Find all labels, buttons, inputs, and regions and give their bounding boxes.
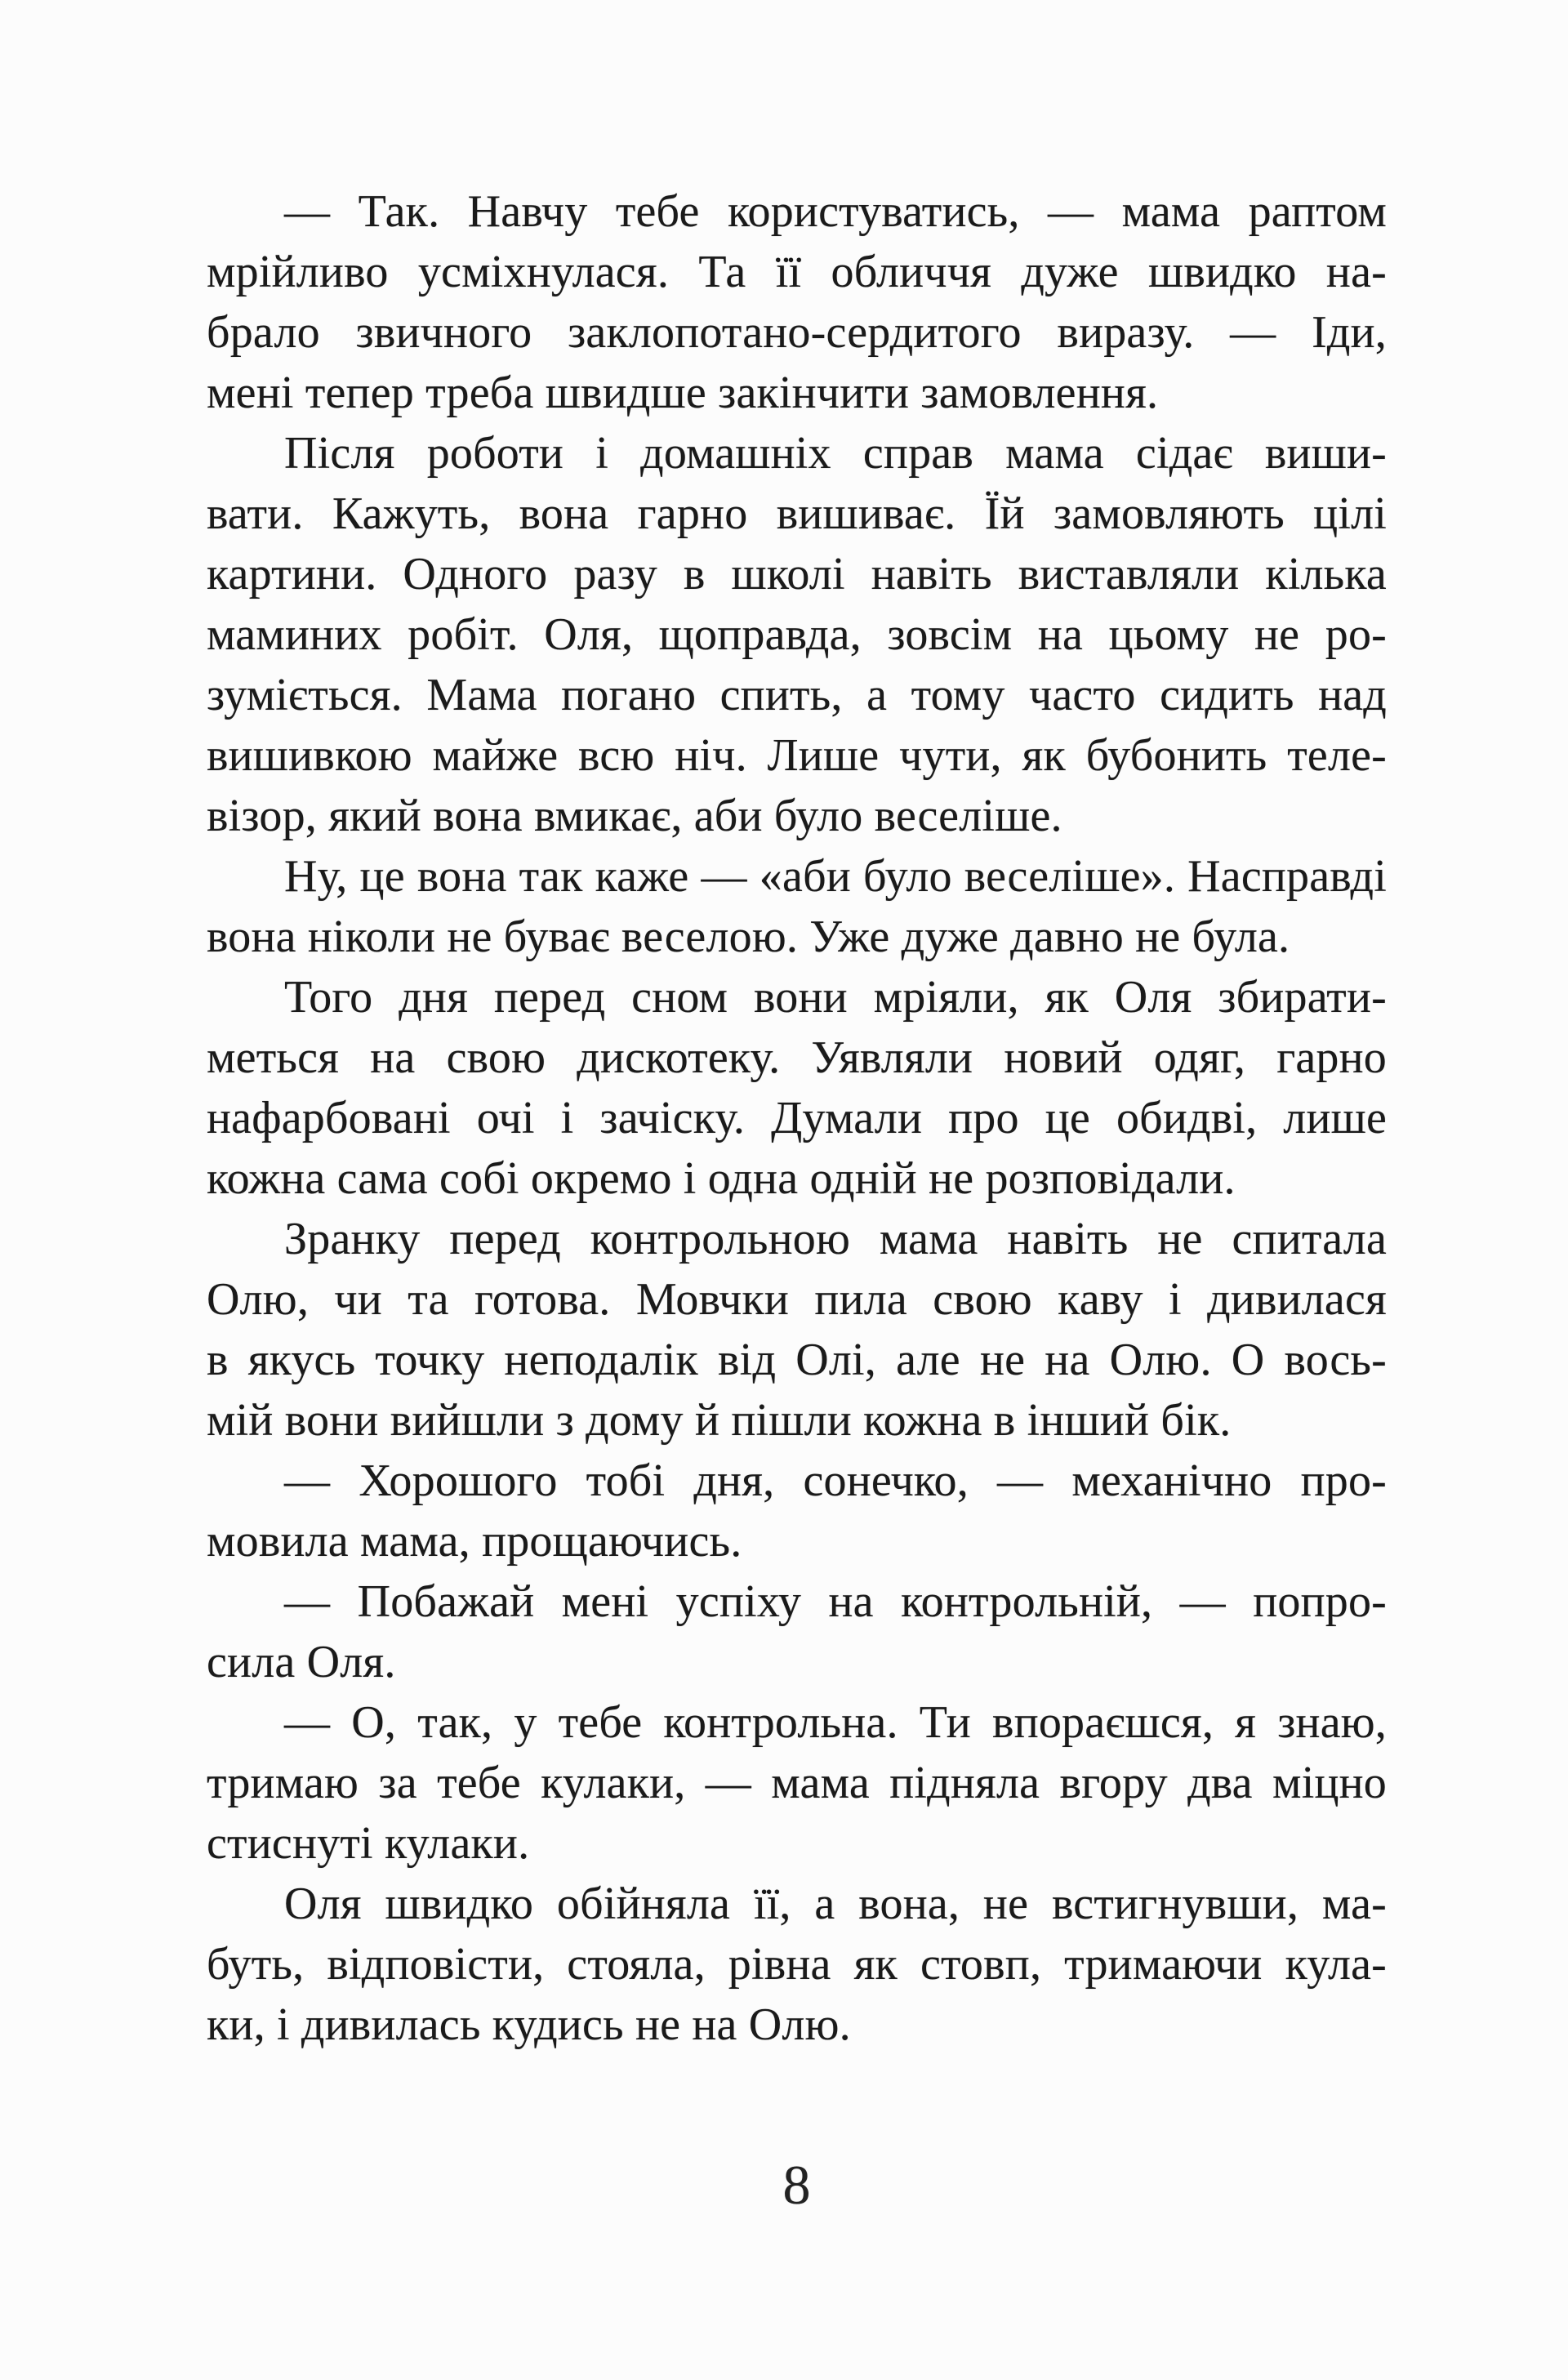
text-line: мені тепер треба швидше закінчити замовлення. (207, 368, 1159, 418)
text-line: вати. Кажуть, вона гарно вишиває. Їй замовляють цілі (207, 488, 1387, 539)
paragraph (207, 423, 1387, 846)
text-line: Того дня перед сном вони мріяли, як Оля збирати- (284, 972, 1387, 1023)
paragraph (207, 967, 1387, 1209)
text-line: мрійливо усміхнулася. Та її обличчя дуже швидко на- (207, 247, 1387, 297)
paragraph (207, 1571, 1387, 1692)
text-line: — Побажай мені успіху на контрольній, — попро- (284, 1576, 1387, 1627)
paragraph (207, 1451, 1387, 1571)
text-line: — Хорошого тобі дня, сонечко, — механічно про- (284, 1455, 1387, 1506)
page-number: 8 (782, 2154, 811, 2216)
text-line: Після роботи і домашніх справ мама сідає виши- (284, 428, 1387, 479)
paragraph (207, 181, 1387, 423)
text-line: — Так. Навчу тебе користуватись, — мама раптом (284, 186, 1387, 237)
text-line: картини. Одного разу в школі навіть виставляли кілька (207, 549, 1387, 599)
text-line: тримаю за тебе кулаки, — мама підняла вгору два міцно (207, 1758, 1387, 1808)
text-line: — О, так, у тебе контрольна. Ти впораєшся, я знаю, (284, 1697, 1387, 1748)
text-line: кожна сама собі окремо і одна одній не розповідали. (207, 1153, 1236, 1204)
text-line: мій вони вийшли з дому й пішли кожна в інший бік. (207, 1395, 1232, 1446)
text-line: зуміється. Мама погано спить, а тому часто сидить над (207, 670, 1387, 720)
text-line: буть, відповісти, стояла, рівна як стовп, тримаючи кула- (207, 1939, 1387, 1990)
paragraph (207, 1692, 1387, 1874)
text-line: Зранку перед контрольною мама навіть не спитала (284, 1214, 1387, 1264)
paragraph (207, 846, 1387, 967)
text-line: візор, який вона вмикає, аби було веселіше. (207, 791, 1062, 841)
text-line: ки, і дивилась кудись не на Олю. (207, 1999, 851, 2050)
text-line: Ну, це вона так каже — «аби було веселіше». Насправді (284, 851, 1387, 902)
paragraph (207, 1209, 1387, 1451)
text-line: маминих робіт. Оля, щоправда, зовсім на цьому не ро- (207, 609, 1387, 660)
text-line: нафарбовані очі і зачіску. Думали про це обидві, лише (207, 1093, 1387, 1143)
text-line: вона ніколи не буває веселою. Уже дуже давно не була. (207, 911, 1290, 962)
text-line: Оля швидко обійняла її, а вона, не встигнувши, ма- (284, 1879, 1387, 1929)
text-line: стиснуті кулаки. (207, 1818, 530, 1869)
text-line: брало звичного заклопотано-сердитого виразу. — Іди, (207, 307, 1387, 358)
text-line: вишивкою майже всю ніч. Лише чути, як бубонить теле- (207, 730, 1387, 781)
text-block (207, 181, 1387, 2055)
text-line: меться на свою дискотеку. Уявляли новий одяг, гарно (207, 1032, 1387, 1083)
text-line: в якусь точку неподалік від Олі, але не на Олю. О вось- (207, 1335, 1387, 1385)
text-line: Олю, чи та готова. Мовчки пила свою каву і дивилася (207, 1274, 1387, 1325)
text-line: мовила мама, прощаючись. (207, 1516, 742, 1567)
paragraph (207, 1874, 1387, 2055)
text-line: сила Оля. (207, 1637, 396, 1687)
